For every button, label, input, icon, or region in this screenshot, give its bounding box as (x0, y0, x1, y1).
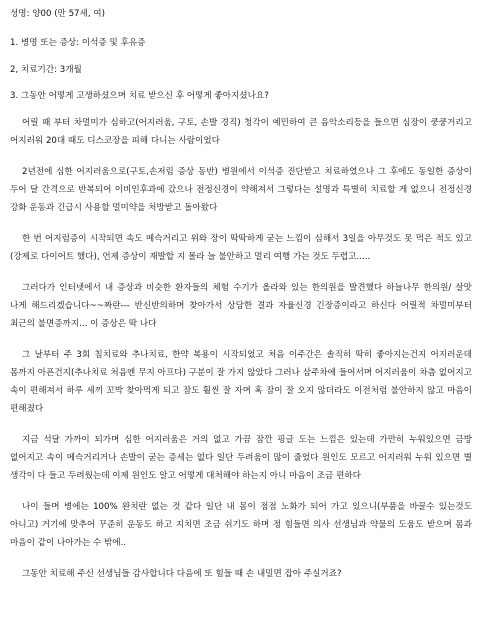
question-experience: 3. 그동안 어떻게 고생하셨으며 치료 받으신 후 어떻게 좋아지셨나요? (10, 91, 269, 101)
paragraph-diagnosis: 2년전에 심한 어지러움으로(구토,손저림 증상 동반) 병원에서 이석증 진단받고 치료하였으나 그 후에도 동일한 증상이 두어 달 간격으로 반복되어 이비인후과에 갔으나 전정신경이 약해져서 그렇다는 설명과 특별히 치료할 게 없으니 전정신경 강화 운동과 긴급시 사용할 멀미약을 처방받고 돌아왔다 (10, 167, 472, 213)
paragraph-symptoms: 한 번 어지럼증이 시작되면 속도 메슥거리고 위와 장이 딱딱하게 굳는 느낌이 심해서 3일을 아무것도 못 먹은 적도 있고(강제로 다이어트 했다), 언제 증상이 재발할 지 몰라 늘 불안하고 멀리 여행 가는 것도 두렵고..... (10, 234, 472, 262)
paragraph-treatment: 그 날부터 주 3회 침치료와 추나치료, 한약 복용이 시작되었고 처음 이주간은 솔직히 딱히 좋아지는건지 어지러운데 몸까지 아픈건지(추나치료 처음엔 무지 아프다) 구분이 잘 가지 않았다 그러나 삼주차에 들어서며 어지러움이 차츰 없어지고 속이 편해져서 하루 세끼 꼬박 찾아먹게 되고 잠도 훨씬 잘 자며 혹 잠이 잘 오지 않더라도 이전처럼 불안하지 않고 마음이 편해졌다 (10, 350, 472, 414)
patient-info: 성명: 양00 (만 57세, 여) (10, 9, 105, 19)
question-treatment-period: 2, 치료기간: 3개월 (10, 65, 82, 75)
paragraph-finding-clinic: 그러다가 인터넷에서 내 증상과 비슷한 환자들의 체험 수기가 올라와 있는 한의원을 발견했다 하늘나무 한의원/ 살맛 나게 해드리겠습니다~~짜란--- 반신반의하며 찾아가서 상담한 결과 자율신경 긴장증이라고 하신다 어릴적 차멀미부터 최근의 불면증까지... 이 증상은 딱 나다 (10, 283, 472, 329)
paragraph-reflection: 나이 들며 병에는 100% 완치란 없는 것 같다 일단 내 몸이 점점 노화가 되어 가고 있으니(부품을 바꿀수 있는것도 아니고) 거기에 맞추어 꾸준히 운동도 하고 지치면 조금 쉬기도 하며 정 힘들면 의사 선생님과 약물의 도움도 받으며 몸과 마음이 같이 나아가는 수 밖에.. (10, 502, 472, 548)
paragraph-current-state: 지금 석달 가까이 되가며 심한 어지러움은 거의 없고 가끔 잠깐 핑글 도는 느낌은 있는데 가만히 누워있으면 금방 없어지고 속이 메슥거리거나 손발이 굳는 증세는 없다 일단 두려움이 많이 줄었다 원인도 모르고 어지러워 누워 있으면 별 생각이 다 들고 두려웠는데 이제 원인도 알고 어떻게 대처해야 하는지 아니 마음이 조금 편하다 (10, 435, 472, 481)
paragraph-childhood: 어릴 때 부터 차멀미가 심하고(어지러움, 구토, 손발 경직) 청각이 예민하여 큰 음악소리등을 들으면 심장이 쿵쿵거리고 어지러워 20대 때도 디스코장을 피해 다니는 사람이었다 (10, 118, 472, 146)
question-diagnosis: 1. 병명 또는 증상: 이석증 및 후유증 (10, 38, 146, 48)
paragraph-thanks: 그동안 치료해 주신 선생님들 감사합니다 다음에 또 힘들 때 손 내밀면 잡아 주실거죠? (22, 569, 342, 579)
